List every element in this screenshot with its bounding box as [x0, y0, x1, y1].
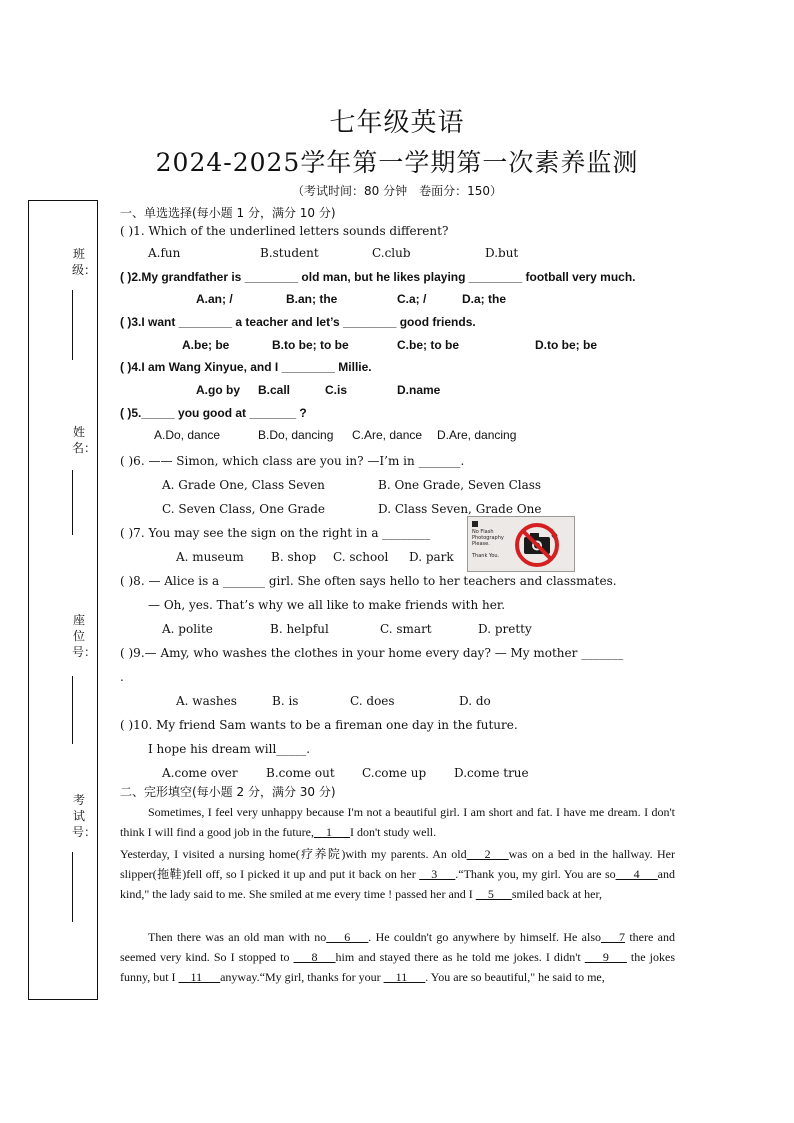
q5-option-d: D.Are, dancing: [437, 428, 517, 442]
q8-option-d: D. pretty: [478, 622, 532, 636]
q10-stem-2: I hope his dream will_____.: [148, 742, 311, 756]
class-label: 班级：: [72, 247, 97, 277]
q5-option-b: B.Do, dancing: [258, 428, 334, 442]
q10-option-d: D.come true: [454, 766, 529, 780]
cloze-text: there and seemed very kind. So I stopped to: [120, 930, 675, 964]
q5-stem: ( )5._____ you good at _______ ?: [120, 406, 307, 420]
name-line: [72, 470, 73, 535]
cloze-blank-4[interactable]: ___4___: [615, 867, 658, 881]
cloze-blank-2[interactable]: ___2___: [466, 847, 509, 861]
q6-option-b: B. One Grade, Seven Class: [378, 478, 542, 492]
q2-stem: ( )2.My grandfather is ________ old man, but he likes playing ________ football very much.: [120, 270, 636, 284]
cloze-paragraph-2: [120, 844, 675, 904]
q8-stem: ( )8. — Alice is a _______ girl. She often says hello to her teachers and classmates.: [120, 574, 617, 588]
q10-option-c: C.come up: [362, 766, 427, 780]
q4-option-d: D.name: [397, 383, 441, 397]
sign-logo-icon: [472, 521, 478, 527]
cloze-text: the jokes funny, but I: [120, 950, 675, 984]
no-camera-icon: [510, 521, 564, 569]
cloze-text: . You are so beautiful," he said to me,: [425, 970, 605, 984]
q9-option-a: A. washes: [176, 694, 237, 708]
q3-stem: ( )3.I want ________ a teacher and let’s ________ good friends.: [120, 315, 476, 329]
q3-option-d: D.to be; be: [535, 338, 597, 352]
cloze-text: Then there was an old man with no: [148, 930, 327, 944]
q7-option-c: C. school: [333, 550, 389, 564]
q6-option-a: A. Grade One, Class Seven: [162, 478, 325, 492]
cloze-paragraph-3: [120, 927, 675, 987]
cloze-text: . He couldn't go anywhere by himself. He also: [368, 930, 602, 944]
seat-label: 座位号：: [72, 613, 97, 659]
cloze-text: .“Thank you, my girl. You are so: [455, 867, 616, 881]
q9-option-d: D. do: [459, 694, 491, 708]
cloze-text: Sometimes, I feel very unhappy because I'm not a beautiful girl. I am short and fat. I have me dream. I don't think I will find a good job in the future,: [120, 805, 675, 839]
q4-stem: ( )4.I am Wang Xinyue, and I ________ Millie.: [120, 360, 372, 374]
cloze-text: smiled back at her,: [511, 887, 602, 901]
q9-stem: ( )9.— Amy, who washes the clothes in your home every day? — My mother _______: [120, 646, 624, 660]
q3-option-c: C.be; to be: [397, 338, 459, 352]
exam-no-line: [72, 852, 73, 922]
q10-stem: ( )10. My friend Sam wants to be a fireman one day in the future.: [120, 718, 518, 732]
q7-option-a: A. museum: [176, 550, 244, 564]
seat-line: [72, 676, 73, 744]
cloze-blank-8[interactable]: ___8___: [293, 950, 336, 964]
cloze-text: and kind," the lady said to me. She smiled at me every time ! passed her and I: [120, 867, 675, 901]
cloze-text: I don't study well.: [349, 825, 437, 839]
cloze-blank-10[interactable]: __11___: [178, 970, 221, 984]
q6-option-c: C. Seven Class, One Grade: [162, 502, 325, 516]
class-line: [72, 290, 73, 360]
q2-option-c: C.a; /: [397, 292, 427, 306]
q1-stem: ( )1. Which of the underlined letters sounds different?: [120, 224, 449, 238]
q8-stem-reply: — Oh, yes. That’s why we all like to make friends with her.: [148, 598, 506, 612]
q1-option-a: A.fun: [148, 246, 181, 260]
name-label: 姓名：: [72, 425, 97, 455]
q7-option-d: D. park: [409, 550, 454, 564]
q1-option-b: B.student: [260, 246, 319, 260]
q2-option-a: A.an; /: [196, 292, 233, 306]
page-subtitle: 2024-2025学年第一学期第一次素养监测: [155, 148, 639, 177]
q9-option-c: C. does: [350, 694, 395, 708]
q9-stem-end: .: [120, 670, 124, 684]
binding-strip: [28, 200, 98, 1000]
q1-option-c: C.club: [372, 246, 411, 260]
exam-no-label: 考试号：: [72, 793, 97, 839]
q10-option-a: A.come over: [162, 766, 238, 780]
cloze-text: anyway.“My girl, thanks for your: [220, 970, 384, 984]
section2-heading: 二、完形填空(每小题 2 分，满分 30 分): [120, 785, 336, 799]
no-flash-sign-image: [467, 516, 575, 572]
q2-option-d: D.a; the: [462, 292, 507, 306]
cloze-blank-6[interactable]: ___6___: [326, 930, 369, 944]
q4-option-c: C.is: [325, 383, 348, 397]
cloze-blank-7[interactable]: ___7: [601, 930, 626, 944]
section1-heading: 一、单选选择(每小题 1 分，满分 10 分): [120, 206, 336, 220]
q7-stem: ( )7. You may see the sign on the right in a ________: [120, 526, 431, 540]
q8-option-a: A. polite: [162, 622, 213, 636]
q8-option-b: B. helpful: [270, 622, 329, 636]
page-title: 七年级英语: [329, 108, 465, 138]
cloze-text: Yesterday, I visited a nursing home(疗养院)with my parents. An old: [120, 847, 467, 861]
q5-option-c: C.Are, dance: [352, 428, 423, 442]
q3-option-b: B.to be; to be: [272, 338, 349, 352]
q4-option-a: A.go by: [196, 383, 240, 397]
q3-option-a: A.be; be: [182, 338, 230, 352]
q6-option-d: D. Class Seven, Grade One: [378, 502, 542, 516]
sign-text: No Flash Photography Please. Thank You.: [472, 529, 504, 559]
q1-option-d: D.but: [485, 246, 519, 260]
cloze-text: him and stayed there as he told me jokes. I didn't: [335, 950, 585, 964]
cloze-blank-9[interactable]: ___9___: [584, 950, 627, 964]
q4-option-b: B.call: [258, 383, 291, 397]
q10-option-b: B.come out: [266, 766, 335, 780]
cloze-blank-1[interactable]: __1___: [313, 825, 350, 839]
cloze-text: was on a bed in the hallway. Her slipper(拖鞋)fell off, so I picked it up and put it back on her: [120, 847, 675, 881]
q6-stem: ( )6. —— Simon, which class are you in? —I’m in _______.: [120, 454, 465, 468]
cloze-blank-3[interactable]: __3___: [419, 867, 456, 881]
exam-info: （考试时间：80 分钟 卷面分：150）: [292, 184, 502, 198]
q8-option-c: C. smart: [380, 622, 432, 636]
q9-option-b: B. is: [272, 694, 299, 708]
cloze-blank-11[interactable]: __11___: [383, 970, 426, 984]
q2-option-b: B.an; the: [286, 292, 338, 306]
q5-option-a: A.Do, dance: [154, 428, 221, 442]
cloze-paragraph-1: [120, 802, 675, 842]
q7-option-b: B. shop: [271, 550, 317, 564]
cloze-blank-5[interactable]: __5___: [475, 887, 512, 901]
